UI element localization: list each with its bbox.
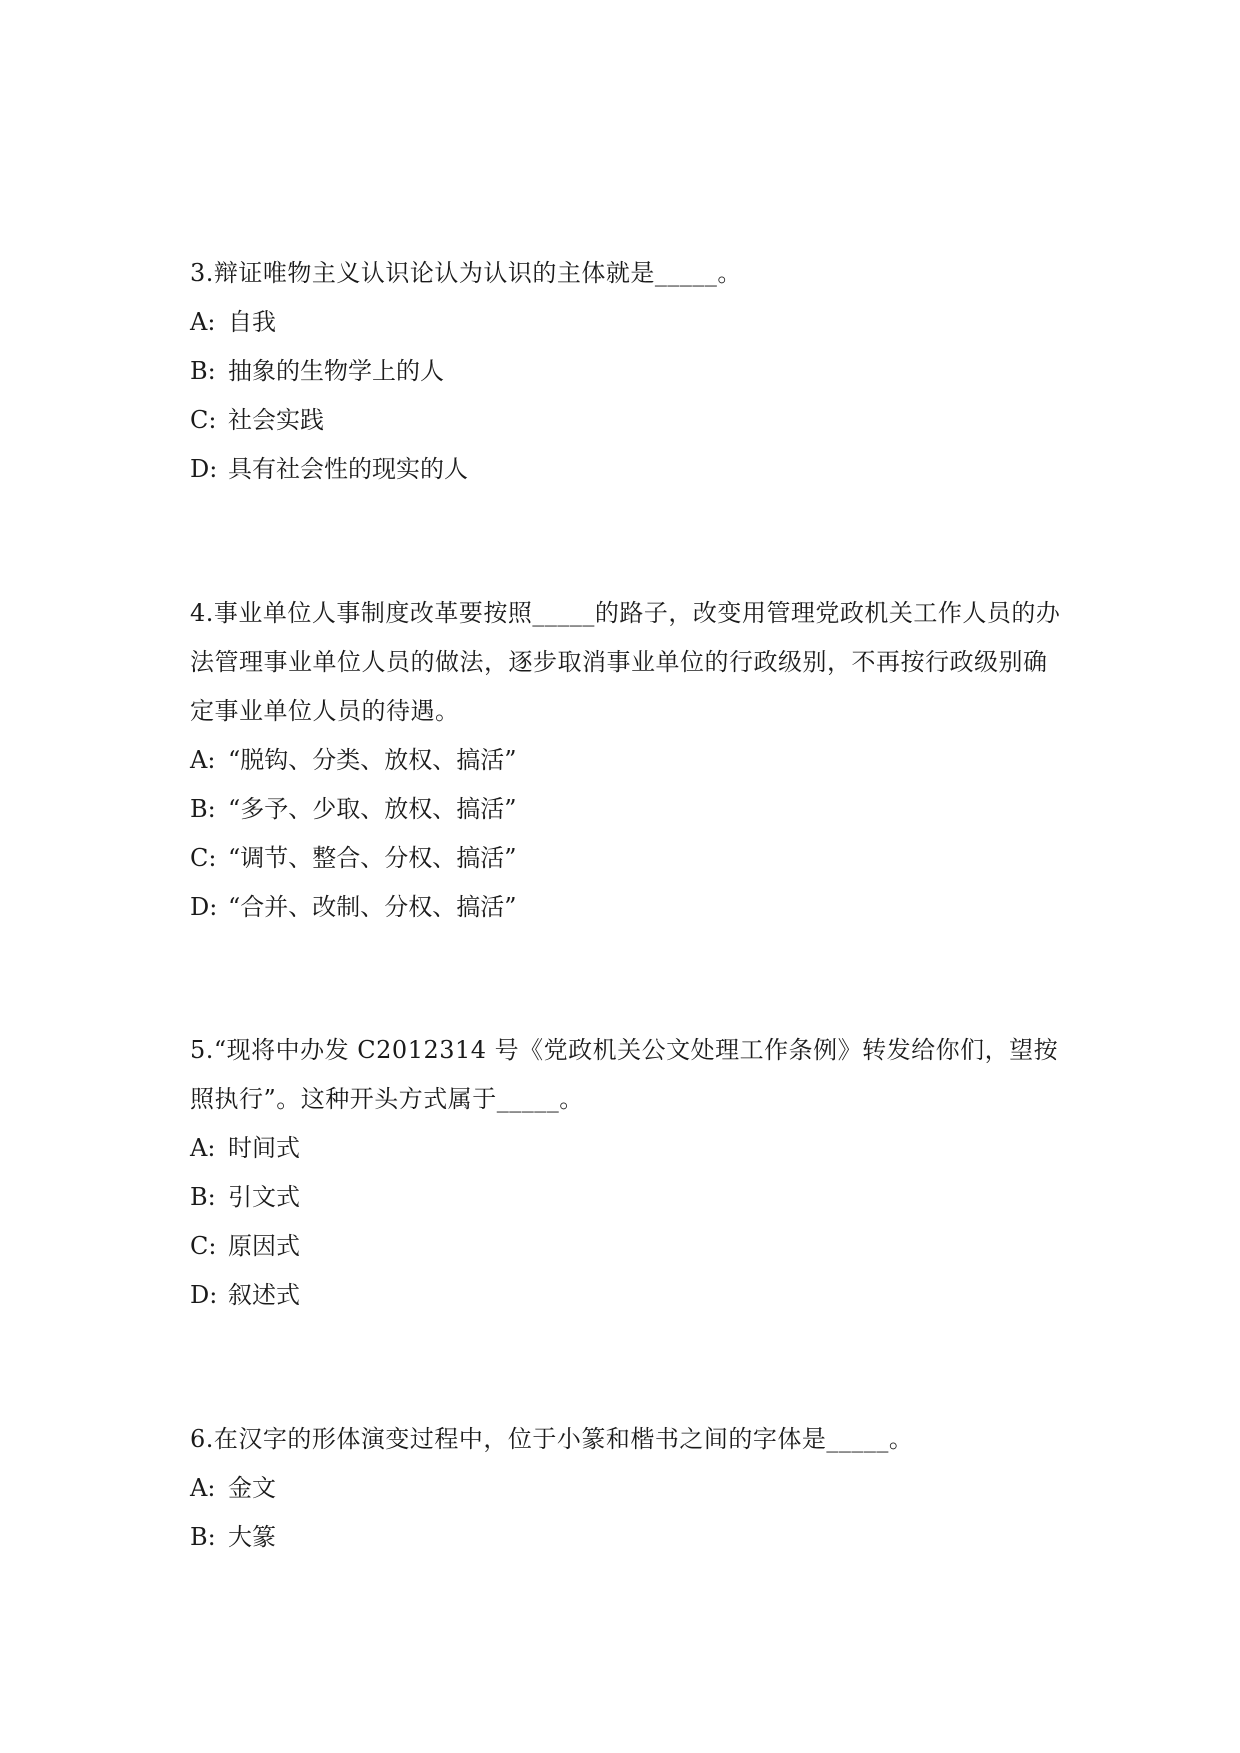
option-text: 时间式 bbox=[228, 1134, 300, 1162]
question-4 bbox=[190, 589, 1070, 932]
option-letter: C: bbox=[190, 844, 217, 872]
option-a bbox=[190, 1464, 1070, 1513]
option-text: 抽象的生物学上的人 bbox=[228, 357, 444, 385]
option-text: “多予、少取、放权、搞活” bbox=[228, 795, 517, 823]
option-a bbox=[190, 1124, 1070, 1173]
option-b bbox=[190, 785, 1070, 834]
option-d bbox=[190, 883, 1070, 932]
option-letter: A: bbox=[190, 308, 216, 336]
question-text: 5.“现将中办发 C2012314 号《党政机关公文处理工作条例》转发给你们，望按照执行”。这种开头方式属于_____。 bbox=[190, 1036, 1059, 1113]
option-a bbox=[190, 736, 1070, 785]
option-d bbox=[190, 445, 1070, 494]
option-text: “调节、整合、分权、搞活” bbox=[228, 844, 517, 872]
option-letter: A: bbox=[190, 1134, 216, 1162]
option-text: 叙述式 bbox=[228, 1281, 300, 1309]
question-5 bbox=[190, 1026, 1070, 1320]
option-letter: B: bbox=[190, 795, 216, 823]
option-text: 自我 bbox=[228, 308, 276, 336]
option-text: “合并、改制、分权、搞活” bbox=[228, 893, 517, 921]
option-c bbox=[190, 834, 1070, 883]
option-text: “脱钩、分类、放权、搞活” bbox=[228, 746, 517, 774]
option-b bbox=[190, 347, 1070, 396]
option-letter: C: bbox=[190, 1232, 217, 1260]
option-letter: D: bbox=[190, 1281, 218, 1309]
question-text: 4.事业单位人事制度改革要按照_____的路子，改变用管理党政机关工作人员的办法管理事业单位人员的做法，逐步取消事业单位的行政级别，不再按行政级别确定事业单位人员的待遇。 bbox=[190, 599, 1061, 725]
option-c bbox=[190, 396, 1070, 445]
question-6 bbox=[190, 1415, 1070, 1562]
question-3 bbox=[190, 249, 1070, 494]
option-letter: B: bbox=[190, 357, 216, 385]
option-text: 具有社会性的现实的人 bbox=[228, 455, 468, 483]
option-letter: D: bbox=[190, 455, 218, 483]
option-b bbox=[190, 1513, 1070, 1562]
option-letter: A: bbox=[190, 1474, 216, 1502]
option-letter: A: bbox=[190, 746, 216, 774]
option-text: 大篆 bbox=[228, 1523, 276, 1551]
option-text: 社会实践 bbox=[228, 406, 324, 434]
option-a bbox=[190, 298, 1070, 347]
option-b bbox=[190, 1173, 1070, 1222]
option-d bbox=[190, 1271, 1070, 1320]
option-letter: D: bbox=[190, 893, 218, 921]
question-text: 3.辩证唯物主义认识论认为认识的主体就是_____。 bbox=[190, 259, 742, 287]
option-letter: B: bbox=[190, 1523, 216, 1551]
option-letter: B: bbox=[190, 1183, 216, 1211]
option-text: 金文 bbox=[228, 1474, 276, 1502]
option-c bbox=[190, 1222, 1070, 1271]
option-text: 引文式 bbox=[228, 1183, 300, 1211]
option-text: 原因式 bbox=[228, 1232, 300, 1260]
question-text: 6.在汉字的形体演变过程中，位于小篆和楷书之间的字体是_____。 bbox=[190, 1425, 914, 1453]
option-letter: C: bbox=[190, 406, 217, 434]
